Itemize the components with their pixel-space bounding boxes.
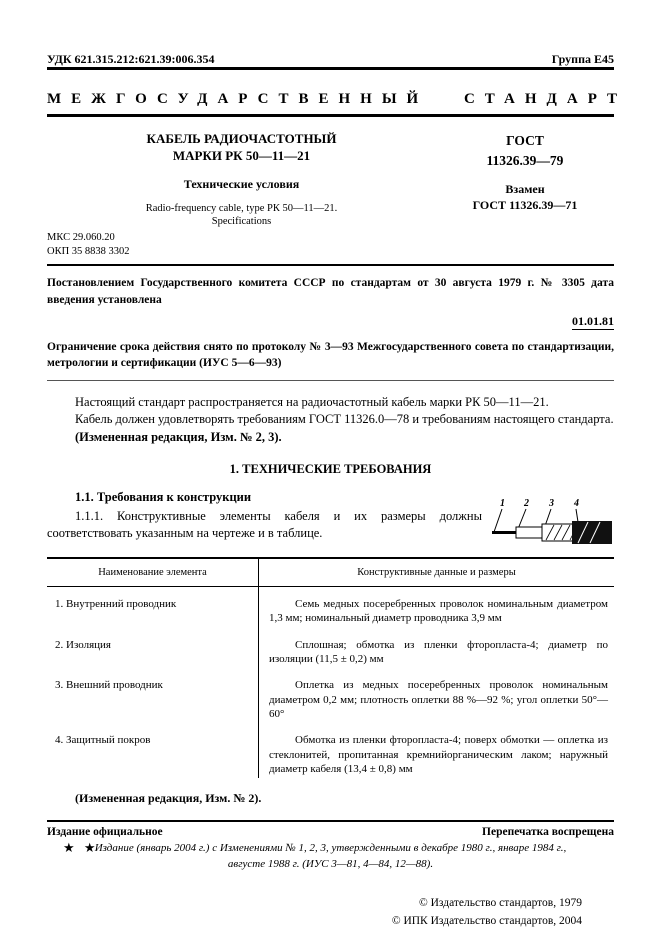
table-row [47,587,614,628]
revision-note-1: (Измененная редакция, Изм. № 2, 3). [75,429,282,444]
official-edition-label: Издание официальное [47,826,163,839]
construction-table [47,557,614,778]
element-description: Сплошная; обмотка из пленки фторопласта-4; диаметр по изоляции (11,5 ± 0,2) мм [269,638,608,666]
figure-label-1: 1 [500,498,505,510]
title-bottom-rule [47,264,614,266]
document-title-line2: МАРКИ РК 50—11—21 [172,147,311,163]
clause-1-1-1-paragraph: 1.1.1. Конструктивные элементы кабеля и их размеры должны соответствовать указанным на чертеже и в таблице. [47,509,482,541]
figure-label-4: 4 [574,498,579,510]
effective-date-value: 01.01.81 [572,313,614,328]
edition-note-block [47,841,614,873]
clause-1-1-heading: 1.1. Требования к конструкции [75,490,252,505]
figure-label-3: 3 [549,498,554,510]
mks-code: МКС 29.060.20 [47,232,115,244]
replaces-block [436,181,614,213]
copyright-block [47,895,614,931]
table-header-row [47,559,614,587]
effective-date [47,314,614,329]
table-header-data: Конструктивные данные и размеры [357,567,516,579]
stars-mark: ★ ★ [63,840,99,856]
classification-codes [47,231,614,259]
requirements-paragraph: Кабель должен удовлетворять требованиям ГОСТ 11326.0—78 и требованиям настоящего стандарта. [75,411,614,426]
udk-number: УДК 621.315.212:621.39:006.354 [47,52,215,66]
replaces-number: ГОСТ 11326.39—71 [472,198,578,213]
reprint-prohibited-label: Перепечатка воспрещена [482,826,614,839]
title-left-column [47,131,436,229]
banner-rule-bottom [47,114,614,117]
element-name: 4. Защитный покров [47,723,259,778]
gost-designation [436,131,614,170]
okp-code: ОКП 35 8838 3302 [47,246,130,258]
english-title-line1: Radio-frequency cable, type РК 50—11—21. [145,202,338,214]
section-1-heading: 1. ТЕХНИЧЕСКИЕ ТРЕБОВАНИЯ [229,462,432,477]
document-title [47,131,436,165]
scope-paragraph: Настоящий стандарт распространяется на радиочастотный кабель марки РК 50—11—21. [75,394,549,409]
english-title-line2: Specifications [211,216,272,228]
element-description: Оплетка из медных посеребренных проволок номинальным диаметром 0,2 мм; плотность оплетки 88 %—92 %; угол оплетки 50°—60° [269,679,608,720]
document-title-line1: КАБЕЛЬ РАДИОЧАСТОТНЫЙ [146,131,337,146]
element-description: Обмотка из пленки фторопласта-4; поверх обмотки — оплетка из стеклонитей, пропитанная кремнийорганическим лаком; наружный диаметр кабеля (13,4 ± 0,8) мм [269,734,608,775]
title-right-column [436,131,614,229]
edition-note: Издание (январь 2004 г.) с Изменениями № 1, 2, 3, утвержденными в декабре 1980 г., январе 1984 г., августе 1988 г. (ИУС 3—81, 4—84, 12—88). [94,842,567,871]
element-description: Семь медных посеребренных проволок номинальным диаметром 1,3 мм; номинальный диаметр проводника 3,9 мм [269,598,608,625]
footer-rule [47,820,614,822]
table-header-element: Наименование элемента [47,559,259,586]
copyright-line-2004: © ИПК Издательство стандартов, 2004 [391,914,582,927]
element-name: 2. Изоляция [47,628,259,669]
element-name: 1. Внутренний проводник [47,587,259,628]
replaces-label: Взамен [505,182,545,197]
table-row [47,628,614,669]
gost-label: ГОСТ [506,133,544,148]
footer-labels-row [47,826,614,838]
preamble-bottom-rule [47,380,614,381]
cable-drawing [492,521,612,544]
document-subtitle: Технические условия [183,176,300,191]
table-row [47,668,614,723]
decree-paragraph: Постановлением Государственного комитета СССР по стандартам от 30 августа 1979 г. № 3305 дата введения установлена [47,277,614,306]
banner-rule-top [47,67,614,70]
copyright-line-1979: © Издательство стандартов, 1979 [418,897,582,909]
standard-type-banner: МЕЖГОСУДАРСТВЕННЫЙ СТАНДАРТ [47,91,628,107]
english-title [47,202,436,229]
top-classification-row [47,52,614,67]
group-label: Группа Е45 [551,52,614,66]
table-row [47,723,614,778]
revision-note-2: (Измененная редакция, Изм. № 2). [75,791,262,806]
element-name: 3. Внешний проводник [47,668,259,723]
gost-number: 11326.39—79 [486,152,564,168]
limitation-paragraph: Ограничение срока действия снято по протоколу № 3—93 Межгосударственного совета по стандартизации, метрологии и сертификации (ИУС 5—6—93) [47,340,614,369]
figure-label-2: 2 [524,498,529,510]
title-block [47,131,614,229]
cable-construction-figure [492,497,614,551]
